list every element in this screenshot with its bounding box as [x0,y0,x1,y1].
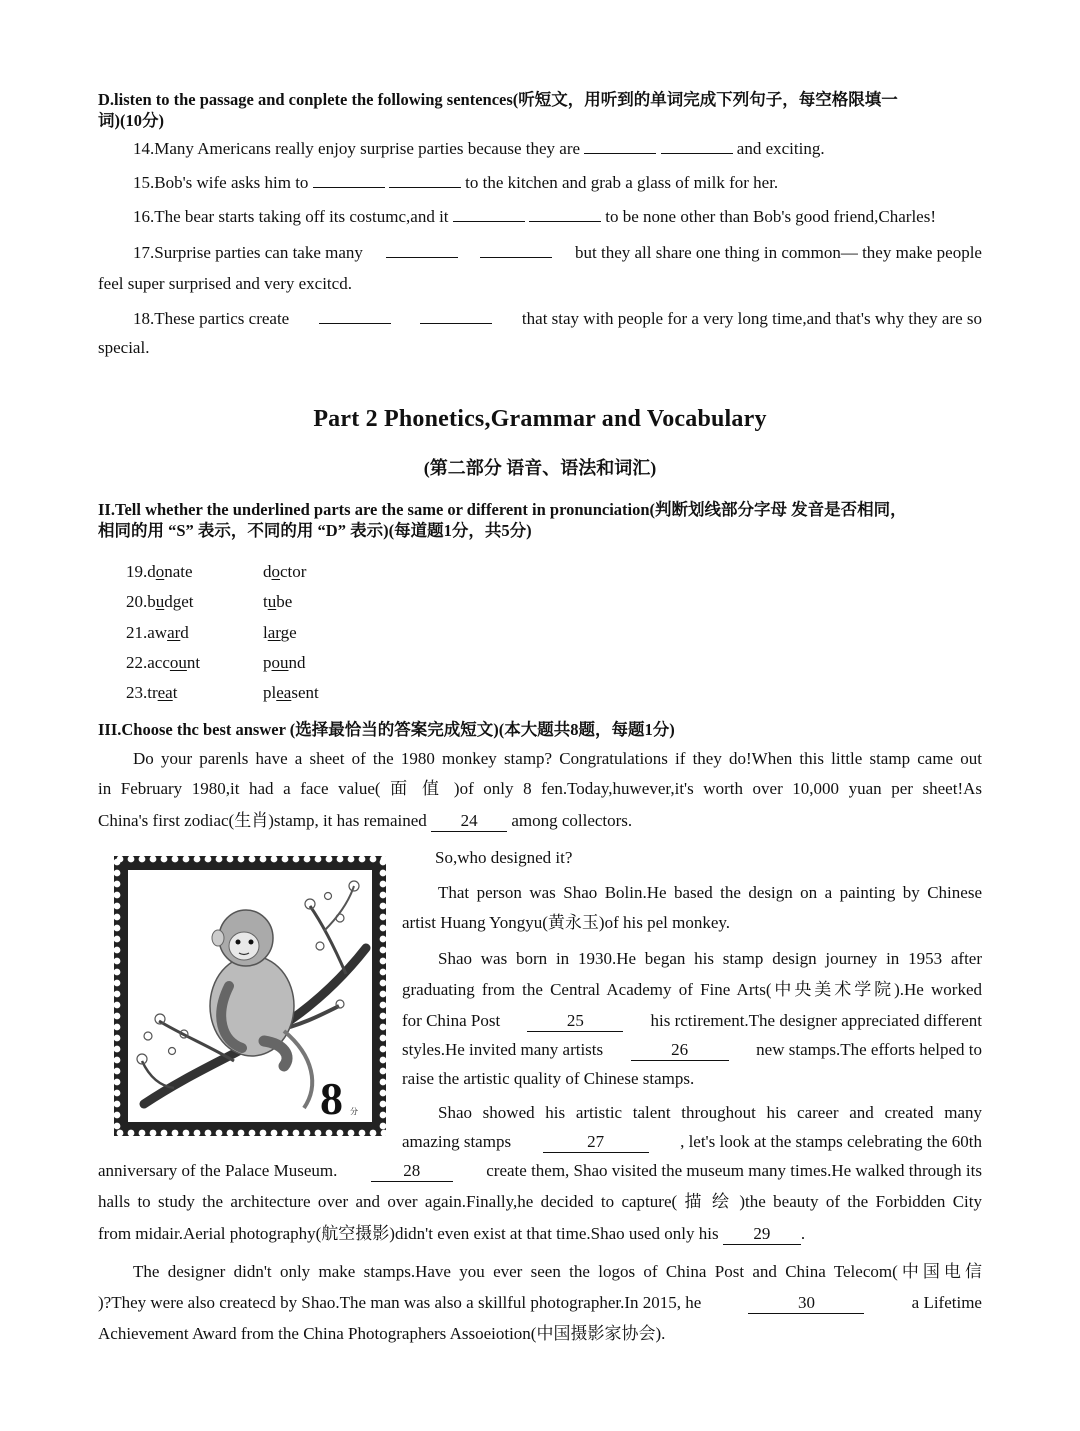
q14-text-end: and exciting. [736,139,825,158]
phonetics-row [126,624,297,641]
p5-line5-period: . [800,1224,806,1243]
p4-line1-text: Shao was born in 1930.He began his stamp design journey in 1953 after [438,949,982,968]
phonetics-word-b [263,683,319,702]
stamp-face-value: 8 [320,1073,343,1124]
question-16 [133,207,936,225]
p5-line1 [438,1104,982,1121]
word-a-end: dget [164,592,194,611]
section-d-heading-line2: 词)(10分) [98,111,164,130]
part2-title: Part 2 Phonetics,Grammar and Vocabulary [313,406,767,432]
p1-line3-text: China's first zodiac(生肖)stamp, it has remained [98,811,427,830]
word-b-start: pl [263,683,277,702]
p5-line1-text: Shao showed his artistic talent throughout his career and created many [438,1103,982,1122]
word-a-start: 20.b [126,592,156,611]
blank-24[interactable]: 24 [431,812,507,832]
monkey-stamp-image [114,856,386,1136]
phonetics-row [126,563,306,580]
p5-line2-text: amazing stamps [402,1132,512,1151]
blank-25[interactable]: 25 [527,1012,623,1032]
p2-text: So,who designed it? [435,848,573,867]
p5-line3 [98,1162,982,1182]
p4-line2-text: graduating from the Central Academy of Fine Arts(中央美术学院).He worked [402,980,982,999]
phonetics-row [126,654,306,671]
word-b-end: ctor [280,562,307,581]
section-d-heading-line1: D.listen to the passage and conplete the following sentences(听短文，用听到的单词完成下列句子，每空格限填一 [98,90,898,109]
p6-line2-text-end: a Lifetime [911,1293,982,1312]
p6-line1 [133,1263,982,1280]
p3-line2: artist Huang Yongyu(黄永玉)of his pel monkey. [402,913,731,932]
p5-line3-text-end: create them, Shao visited the museum many times.He walked through its [486,1161,982,1180]
q15-text-end: to the kitchen and grab a glass of milk for her. [465,173,779,192]
phonetics-word-a [126,563,263,580]
word-b-underlined: ar [267,623,281,642]
q17-line2: feel super surprised and very excitcd. [98,274,352,293]
word-a-start: 19.d [126,562,156,581]
q18-blank-1[interactable] [319,309,391,324]
p3-line1 [438,884,982,901]
p6-line2-text: )?They were also createcd by Shao.The man was also a skillful photographer.In 2015, he [98,1293,702,1312]
word-b-end: sent [291,683,319,702]
p1-line1 [133,750,982,767]
p1-line1-text: Do your parenls have a sheet of the 1980 monkey stamp? Congratulations if they do!When this little stamp came out [133,749,982,768]
q17-blank-1[interactable] [386,243,458,258]
p5-line2-text-end: , let's look at the stamps celebrating the 60th [680,1132,982,1151]
word-a-start: 23.tr [126,683,158,702]
phonetics-word-a [126,684,263,701]
p1-line2 [98,780,982,797]
p6-line3: Achievement Award from the China Photographers Assoeiotion(中国摄影家协会). [98,1324,666,1343]
word-a-underlined: u [155,592,165,611]
word-b-underlined: u [267,592,277,611]
section-iii-heading: III.Choose thc best answer (选择最恰当的答案完成短文)(本大题共8题，每题1分) [98,720,675,739]
p4-line4-text-end: new stamps.The efforts helped to [756,1040,982,1059]
p6-line1-text: The designer didn't only make stamps.Have you ever seen the logos of China Post and China Telecom(中国电信 [133,1262,982,1281]
question-14 [133,139,825,157]
word-b-start: d [263,562,272,581]
p1-line3 [98,812,632,832]
p4-line3-text-end: his rctirement.The designer appreciated different [650,1011,982,1030]
p4-line2 [402,981,982,998]
part2-subtitle: (第二部分 语音、语法和词汇) [423,458,657,478]
word-b-start: l [263,623,268,642]
p4-line3 [402,1012,982,1032]
stamp-unit: 分 [350,1107,358,1116]
q16-text-end: to be none other than Bob's good friend,Charles! [605,207,936,226]
blank-27[interactable]: 27 [543,1133,649,1153]
q14-blank-1[interactable] [584,139,656,154]
q18-blank-2[interactable] [420,309,492,324]
phonetics-row [126,593,292,610]
phonetics-word-a [126,593,263,610]
phonetics-word-b [263,592,292,611]
phonetics-word-b [263,623,297,642]
word-a-underlined: ou [169,653,187,672]
p1-line2-text: in February 1980,it had a face value( 面 值 )of only 8 fen.Today,huwever,it's worth over 10,000 yuan per sheet!As [98,779,982,798]
word-a-end: t [172,683,178,702]
q16-text: 16.The bear starts taking off its costumc,and it [133,207,449,226]
p4-line4 [402,1041,982,1061]
p3-line1-text: That person was Shao Bolin.He based the design on a painting by Chinese [438,883,982,902]
p5-line4 [98,1193,982,1210]
word-b-underlined: o [271,562,280,581]
p4-line1 [438,950,982,967]
p4-line3-text: for China Post [402,1011,501,1030]
question-17 [133,243,982,261]
word-a-end: nate [164,562,193,581]
phonetics-word-b [263,653,306,672]
q16-blank-2[interactable] [529,207,601,222]
q17-text: 17.Surprise parties can take many [133,243,363,262]
q15-blank-1[interactable] [313,173,385,188]
monkey-stamp-svg [114,856,386,1136]
word-a-end: nt [186,653,201,672]
word-b-start: t [263,592,268,611]
q18-text-end: that stay with people for a very long time,and that's why they are so [521,309,982,328]
word-a-start: 22.acc [126,653,170,672]
p1-line3-text-end: among collectors. [511,811,633,830]
word-b-underlined: ea [276,683,292,702]
blank-28[interactable]: 28 [371,1162,453,1182]
p6-line2 [98,1294,982,1314]
q17-blank-2[interactable] [480,243,552,258]
word-b-underlined: ou [271,653,289,672]
q18-line2: special. [98,338,150,357]
p5-line5-text: from midair.Aerial photography(航空摄影)didn't even exist at that time.Shao used only his [98,1224,719,1243]
blank-26[interactable]: 26 [631,1041,729,1061]
q16-blank-1[interactable] [453,207,525,222]
q14-blank-2[interactable] [661,139,733,154]
phonetics-row [126,684,319,701]
word-b-end: ge [280,623,297,642]
blank-29[interactable]: 29 [723,1225,801,1245]
blank-30[interactable]: 30 [748,1294,864,1314]
q14-text: 14.Many Americans really enjoy surprise parties because they are [133,139,581,158]
question-15 [133,173,778,191]
p5-line2 [402,1133,982,1153]
phonetics-word-a [126,624,263,641]
p5-line3-text: anniversary of the Palace Museum. [98,1161,338,1180]
word-a-underlined: ea [157,683,173,702]
p4-line5: raise the artistic quality of Chinese stamps. [402,1069,695,1088]
q15-text: 15.Bob's wife asks him to [133,173,309,192]
phonetics-word-b [263,562,306,581]
q17-text-end: but they all share one thing in common— they make people [575,243,982,262]
word-a-underlined: o [155,562,165,581]
p5-line5 [98,1225,805,1245]
section-ii-heading-line1: II.Tell whether the underlined parts are the same or different in pronunciation(判断划线部分字母 发音是否相同， [98,500,907,519]
word-b-start: p [263,653,272,672]
question-18 [133,309,982,327]
phonetics-word-a [126,654,263,671]
p5-line4-text: halls to study the architecture over and over again.Finally,he decided to capture( 描 绘 )the beauty of the Forbidden City [98,1192,982,1211]
word-b-end: be [276,592,293,611]
word-a-start: 21.aw [126,623,168,642]
word-b-end: nd [288,653,306,672]
p4-line4-text: styles.He invited many artists [402,1040,604,1059]
word-a-underlined: ar [167,623,181,642]
word-a-end: d [180,623,189,642]
q18-text: 18.These partics create [133,309,290,328]
section-ii-heading-line2: 相同的用 “S” 表示，不同的用 “D” 表示)(每道题1分，共5分) [98,521,532,540]
q15-blank-2[interactable] [389,173,461,188]
